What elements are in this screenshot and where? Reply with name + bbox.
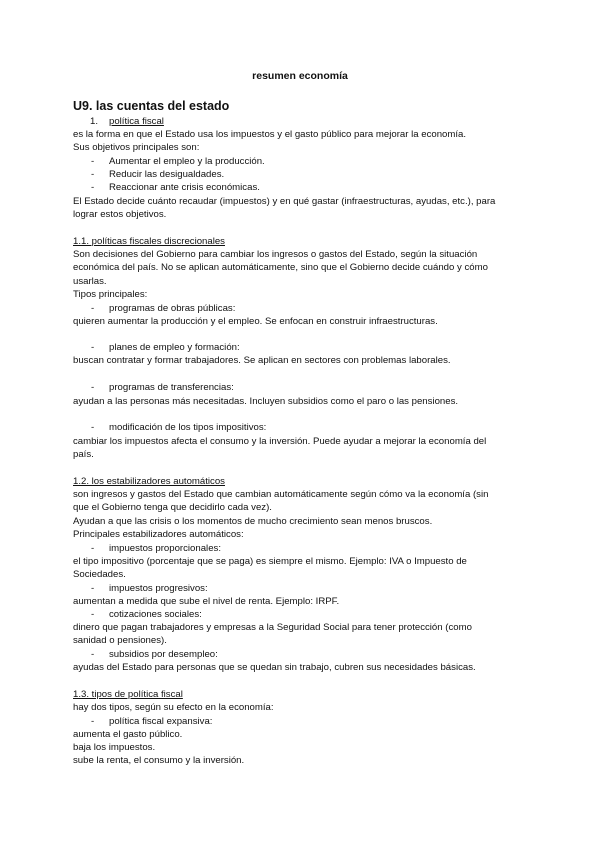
bullet-dash: - [91, 716, 95, 727]
bullet-dash: - [91, 169, 95, 180]
paragraph: es la forma en que el Estado usa los impuestos y el gasto público para mejorar la economía. [73, 129, 467, 140]
paragraph: económica del país. No se aplican automáticamente, sino que el Gobierno decide cuándo y cómo [73, 262, 488, 273]
paragraph: Ayudan a que las crisis o los momentos de mucho crecimiento sean menos bruscos. [73, 516, 433, 527]
paragraph: que el Gobierno tenga que decidirlo cada vez). [73, 502, 272, 513]
paragraph: usarlas. [73, 276, 107, 287]
paragraph: lograr estos objetivos. [73, 209, 167, 220]
paragraph: Principales estabilizadores automáticos: [73, 529, 244, 540]
paragraph: hay dos tipos, según su efecto en la economía: [73, 702, 274, 713]
paragraph: Sus objetivos principales son: [73, 142, 200, 153]
item-description: el tipo impositivo (porcentaje que se paga) es siempre el mismo. Ejemplo: IVA o Impuesto de [73, 556, 467, 567]
bullet-dash: - [91, 583, 95, 594]
item-description: Sociedades. [73, 569, 126, 580]
paragraph: son ingresos y gastos del Estado que cambian automáticamente según cómo va la economía (sin [73, 489, 489, 500]
paragraph: Tipos principales: [73, 289, 148, 300]
bullet-dash: - [91, 543, 95, 554]
item-description: aumentan a medida que sube el nivel de renta. Ejemplo: IRPF. [73, 596, 340, 607]
bullet-dash: - [91, 156, 95, 167]
section-1-title: política fiscal [109, 116, 164, 127]
list-item: Reducir las desigualdades. [109, 169, 225, 180]
list-item: modificación de los tipos impositivos: [109, 422, 267, 433]
list-item: planes de empleo y formación: [109, 342, 240, 353]
section-1-2-title: 1.2. los estabilizadores automáticos [73, 476, 225, 487]
paragraph: El Estado decide cuánto recaudar (impuestos) y en qué gastar (infraestructuras, ayudas, etc.), para [73, 196, 496, 207]
bullet-dash: - [91, 182, 95, 193]
bullet-dash: - [91, 422, 95, 433]
list-item: Aumentar el empleo y la producción. [109, 156, 265, 167]
item-description: baja los impuestos. [73, 742, 156, 753]
section-1-number: 1. [90, 116, 99, 127]
document-title: resumen economía [252, 70, 348, 82]
bullet-dash: - [91, 382, 95, 393]
list-item: política fiscal expansiva: [109, 716, 213, 727]
item-description: quieren aumentar la producción y el empleo. Se enfocan en construir infraestructuras. [73, 316, 438, 327]
list-item: programas de obras públicas: [109, 303, 236, 314]
item-description: país. [73, 449, 94, 460]
item-description: ayudan a las personas más necesitadas. Incluyen subsidios como el paro o las pensiones. [73, 396, 459, 407]
unit-heading: U9. las cuentas del estado [73, 99, 230, 113]
section-1-1-title: 1.1. políticas fiscales discrecionales [73, 236, 225, 247]
bullet-dash: - [91, 303, 95, 314]
bullet-dash: - [91, 342, 95, 353]
item-description: aumenta el gasto público. [73, 729, 183, 740]
list-item: cotizaciones sociales: [109, 609, 202, 620]
bullet-dash: - [91, 649, 95, 660]
section-1-3-title: 1.3. tipos de política fiscal [73, 689, 183, 700]
list-item: Reaccionar ante crisis económicas. [109, 182, 260, 193]
paragraph: Son decisiones del Gobierno para cambiar los ingresos o gastos del Estado, según la situación [73, 249, 478, 260]
item-description: sanidad o pensiones). [73, 635, 167, 646]
item-description: cambiar los impuestos afecta el consumo y la inversión. Puede ayudar a mejorar la economía del [73, 436, 487, 447]
bullet-dash: - [91, 609, 95, 620]
list-item: subsidios por desempleo: [109, 649, 218, 660]
list-item: programas de transferencias: [109, 382, 234, 393]
list-item: impuestos proporcionales: [109, 543, 221, 554]
item-description: dinero que pagan trabajadores y empresas a la Seguridad Social para tener protección (como [73, 622, 472, 633]
item-description: ayudas del Estado para personas que se quedan sin trabajo, cubren sus necesidades básicas. [73, 662, 476, 673]
item-description: sube la renta, el consumo y la inversión. [73, 755, 245, 766]
list-item: impuestos progresivos: [109, 583, 208, 594]
item-description: buscan contratar y formar trabajadores. Se aplican en sectores con problemas laborales. [73, 355, 451, 366]
